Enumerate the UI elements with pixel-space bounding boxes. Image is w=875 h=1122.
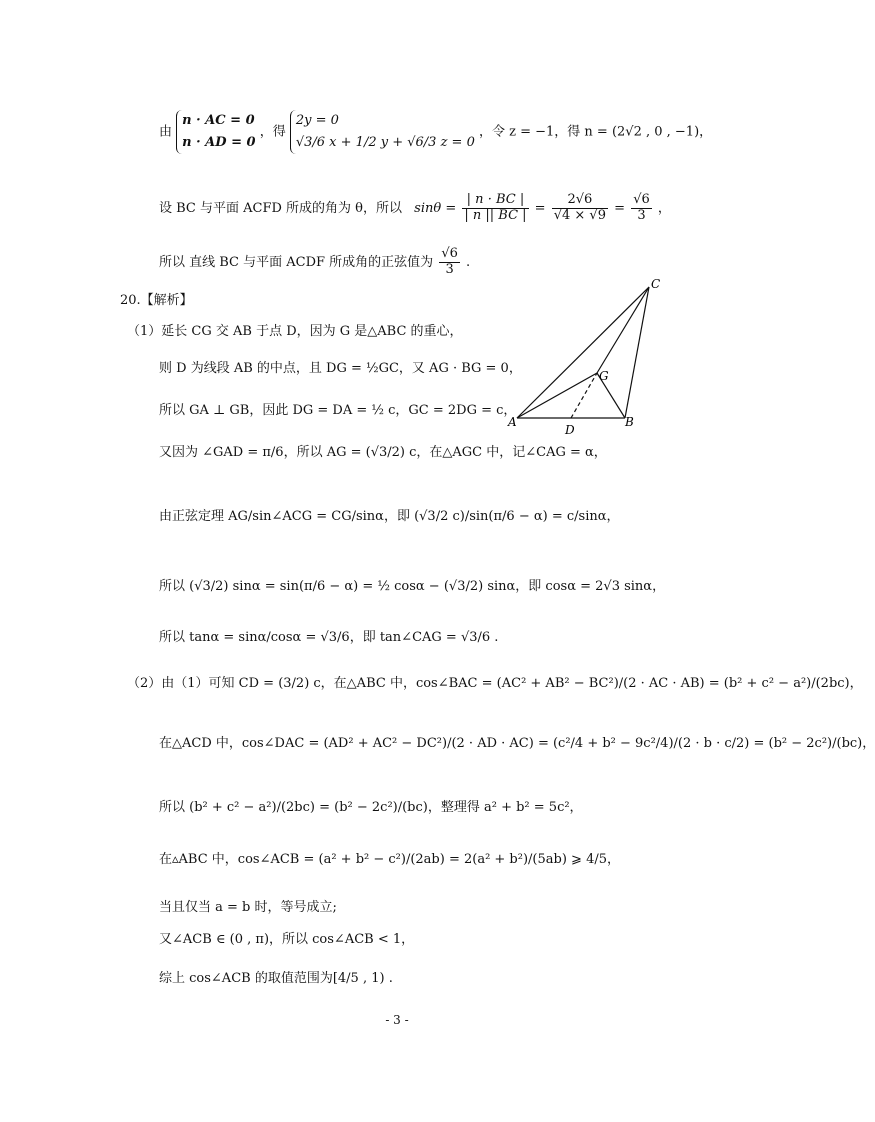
s20-p1-line2: 则 D 为线段 AB 的中点，且 DG = ½GC，又 AG · BG = 0， [159, 361, 522, 376]
fraction: $\frac{| n \cdot BC |}{| n || BC |}$ [464, 192, 527, 223]
fraction: $\frac{2√6}{√4 \times √9}$ [553, 192, 606, 223]
label-c: C [651, 277, 661, 291]
s20-p1-line1: （1）延长 CG 交 AB 于点 D，因为 G 是△ABC 的重心， [127, 324, 463, 339]
system-2: 2y = 0 √3/6 x + 1/2 y + √6/3 z = 0 [290, 110, 475, 154]
fraction: $\frac{√6}{3}$ [633, 192, 650, 223]
s20-p1-line4: 又因为 ∠GAD = π/6，所以 AG = (√3/2) c，在△AGC 中，记∠CAG = α， [159, 445, 607, 460]
label-g: G [599, 369, 609, 383]
label-a: A [508, 415, 517, 429]
s20-p2-line2: 在△ACD 中，cos∠DAC = (AD² + AC² − DC²)/(2 · AD · AC) = (c²/4 + b² − 9c²/4)/(2 · b · c/2) = (b² − 2c²)/(bc)， [159, 736, 875, 751]
s20-p1-line7: 所以 tanα = sinα/cosα = √3/6，即 tan∠CAG = √3/6 . [159, 630, 499, 645]
s20-p1-line3: 所以 GA ⊥ GB，因此 DG = DA = ½ c，GC = 2DG = c， [159, 403, 517, 418]
s20-p1-line5: 由正弦定理 AG/sin∠ACG = CG/sinα，即 (√3/2 c)/sin(π/6 − α) = c/sinα， [159, 509, 620, 524]
s20-header: 20.【解析】 [120, 293, 193, 308]
s20-p2-line4: 在▵ABC 中，cos∠ACB = (a² + b² − c²)/(2ab) = 2(a² + b²)/(5ab) ⩾ 4/5， [159, 852, 620, 867]
segment-dg-dashed [571, 373, 597, 418]
s19-line3: 所以 直线 BC 与平面 ACDF 所成角的正弦值为 $\frac{√6}{3}$ . [159, 246, 471, 277]
segment-bc [625, 287, 649, 418]
page-number: - 3 - [385, 1013, 409, 1027]
fraction: $\frac{√6}{3}$ [441, 246, 458, 277]
label-d: D [565, 423, 575, 437]
system-1: n · AC = 0 n · AD = 0 [176, 110, 255, 154]
segment-ac [517, 287, 649, 418]
s19-line1: 由 n · AC = 0 n · AD = 0 ，得 2y = 0 √3/6 x + 1/2 y + √6/3 z = 0 ，令 z = −1，得 n = (2√2 , 0 , −1)， [159, 110, 712, 154]
s20-p2-line5: 当且仅当 a = b 时，等号成立; [159, 900, 337, 915]
s20-p2-line3: 所以 (b² + c² − a²)/(2bc) = (b² − 2c²)/(bc)，整理得 a² + b² = 5c²， [159, 800, 583, 815]
s20-p1-line6: 所以 (√3/2) sinα = sin(π/6 − α) = ½ cosα − (√3/2) sinα，即 cosα = 2√3 sinα， [159, 579, 666, 594]
segment-ag [517, 373, 597, 418]
s20-p2-line6: 又∠ACB ∈ (0 , π)，所以 cos∠ACB < 1， [159, 932, 415, 947]
s20-p2-line1: （2）由（1）可知 CD = (3/2) c，在△ABC 中，cos∠BAC = (AC² + AB² − BC²)/(2 · AC · AB) = (b² + c² − a²)/(2bc)， [127, 676, 863, 691]
segment-bg [597, 373, 625, 418]
s20-p2-line7: 综上 cos∠ACB 的取值范围为[4/5 , 1) . [159, 971, 393, 986]
segment-gc [597, 287, 649, 373]
s19-line2: 设 BC 与平面 ACFD 所成的角为 θ，所以 sinθ = $\frac{| n \cdot BC |}{| n || BC |}$ = $\frac{2√6}{√4 \times √9}$ = $\frac{√6}{3}$ ， [159, 192, 671, 223]
label-b: B [625, 415, 634, 429]
